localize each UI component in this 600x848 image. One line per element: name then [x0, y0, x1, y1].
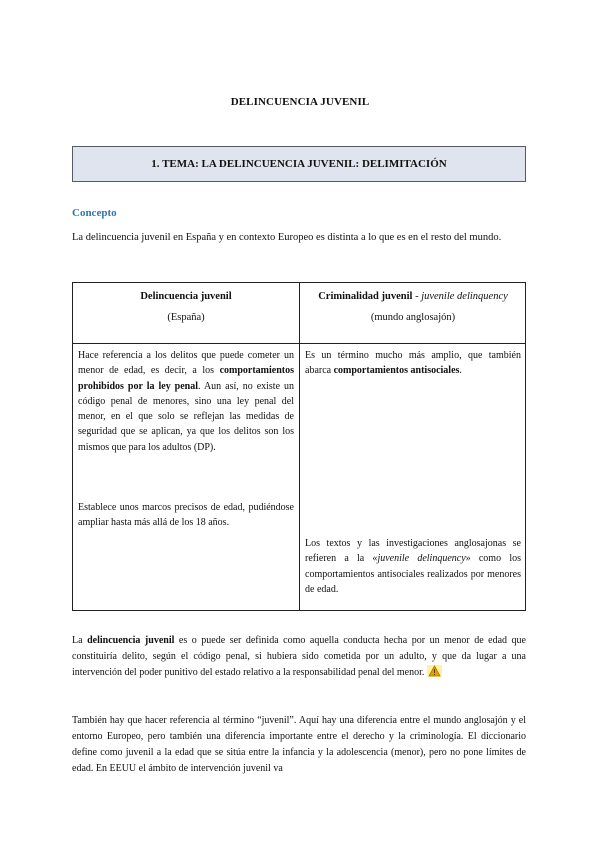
right-header-title: Criminalidad juvenil [318, 291, 413, 302]
left-cell-text-a: Hace referencia a los delitos que puede cometer un menor de edad, es decir, a los [78, 350, 294, 377]
left-cell-text-b: . Aun así, no existe un código penal de menores, sino una ley penal del menor, en el que solo se reflejan las medidas de seguridad que se aplican, ya que los delitos son los mismos que para los adultos (DP). [78, 380, 294, 453]
right-header-title-line [300, 291, 526, 302]
right-cell-b-italic: juvenile delinquency [377, 553, 466, 565]
table-header-divider [73, 343, 525, 344]
right-cell-text-b: . [459, 365, 462, 377]
intro-paragraph: La delincuencia juvenil en España y en contexto Europeo es distinta a lo que es en el resto del mundo. [72, 232, 502, 243]
para1-bold: delincuencia juvenil [87, 635, 175, 646]
right-cell-b-text-a: Los textos y las investigaciones anglosajonas se refieren a la « [305, 538, 521, 565]
right-cell-text-a: Es un término mucho más amplio, que también abarca [305, 350, 521, 377]
warning-triangle-icon[interactable] [427, 665, 442, 677]
section-heading-box [72, 146, 526, 182]
right-cell-b-text-b: » como los comportamientos antisociales realizados por menores de edad. [305, 553, 521, 595]
left-header-title: Delincuencia juvenil [140, 291, 232, 302]
juvenil-term-paragraph: También hay que hacer referencia al término “juvenil”. Aquí hay una diferencia entre el mundo anglosajón y el entorno Europeo, pero también una diferencia importante entre el derecho y la criminología. El diccionario define como juvenil a la edad que se sitúa entre la infancia y la adolescencia (menor), pero no pone límites de edad. En EEUU el ámbito de intervención juvenil va [72, 715, 526, 774]
document-title: DELINCUENCIA JUVENIL [230, 96, 370, 108]
section-heading: 1. TEMA: LA DELINCUENCIA JUVENIL: DELIMITACIÓN [151, 158, 447, 170]
para1-text-a: La [72, 635, 88, 646]
table-header-right [300, 283, 526, 343]
left-header-subtitle: (España) [167, 312, 205, 323]
right-cell-anglo-texts [305, 536, 521, 597]
para1-text-b: es o puede ser definida como aquella conducta hecha por un menor de edad que constituiría delito, según el código penal, si hubiera sido cometida por un adulto, y que da lugar a una intervención del poder punitivo del estado relativo a la responsabilidad penal del menor. [72, 635, 526, 678]
right-header-subtitle: (mundo anglosajón) [370, 312, 456, 323]
left-cell-bold: comportamientos prohibidos por la ley penal [78, 365, 294, 392]
concept-heading: Concepto [72, 207, 117, 219]
table-header-left [73, 283, 299, 343]
left-cell-age-limits: Establece unos marcos precisos de edad, pudiéndose ampliar hasta más allá de los 18 años. [78, 502, 294, 529]
left-cell-definition [78, 348, 294, 455]
comparison-table [72, 282, 526, 611]
right-cell-definition [305, 348, 521, 379]
definition-paragraph [72, 633, 526, 681]
right-cell-bold: comportamientos antisociales [333, 365, 460, 377]
right-header-separator: - [412, 291, 422, 302]
right-header-italic: juvenile delinquency [421, 291, 508, 302]
